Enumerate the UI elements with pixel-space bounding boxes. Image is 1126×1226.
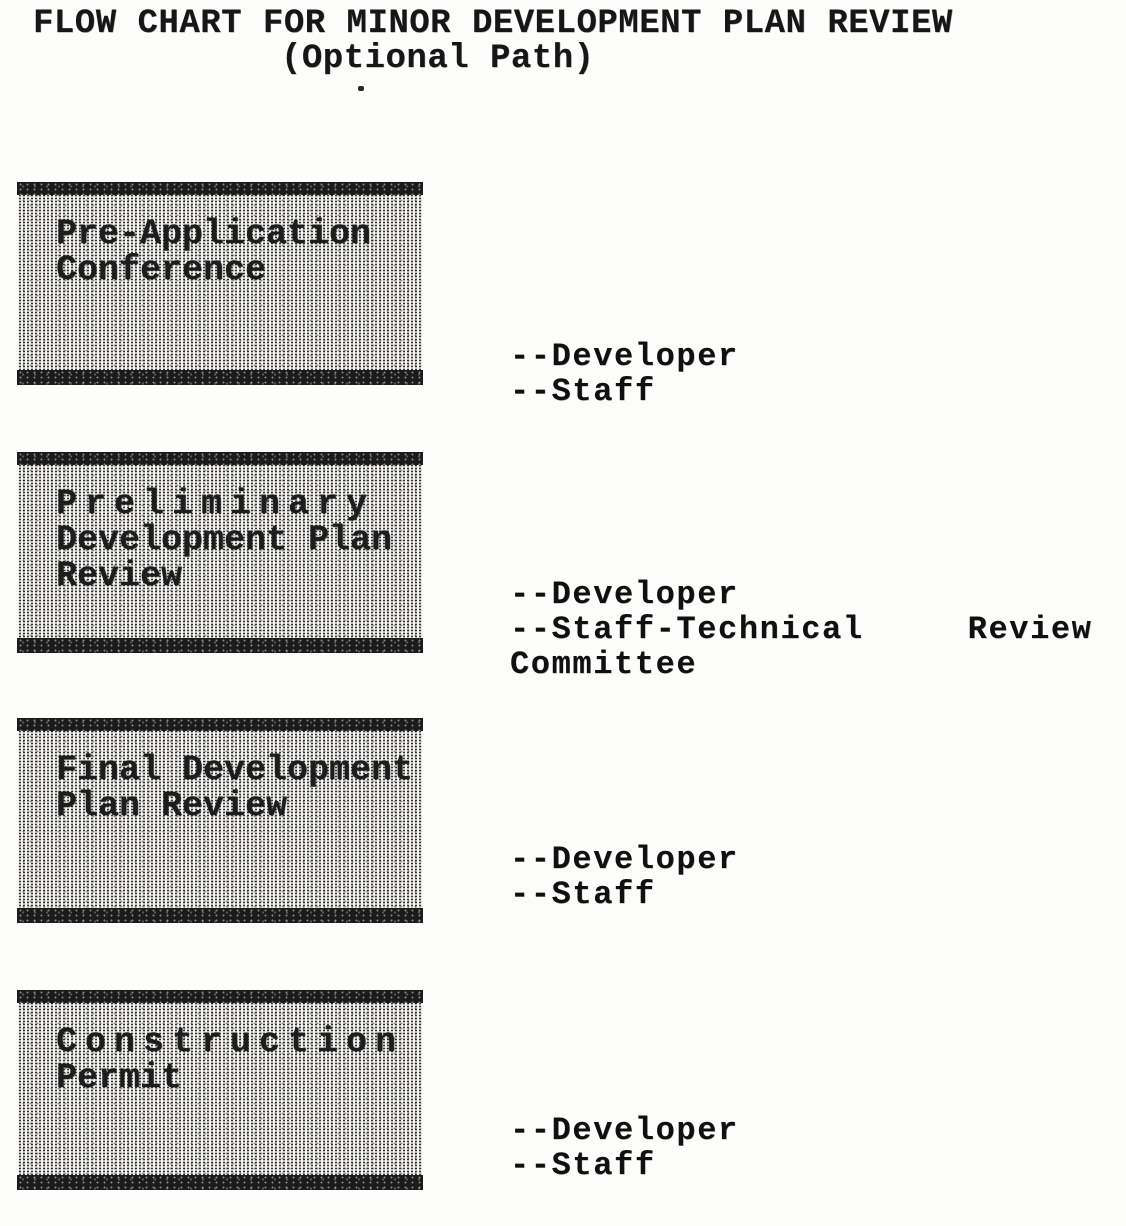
annotation-line: --Staff bbox=[510, 1147, 656, 1184]
stage-box-top-bar bbox=[17, 452, 423, 465]
stage-box-label-line: Final Development bbox=[56, 750, 414, 790]
stage-box-pre-application-conference bbox=[18, 182, 422, 385]
annotation-line: --Developer bbox=[510, 841, 739, 878]
page-subtitle: (Optional Path) bbox=[281, 40, 595, 78]
stage-annotations-pre-application-conference bbox=[510, 339, 739, 409]
annotation-line: --Developer bbox=[510, 576, 739, 613]
stage-box-label-line: Review bbox=[56, 556, 183, 596]
annotation-line: --Staff bbox=[510, 373, 656, 410]
stage-box-final-development-plan-review bbox=[18, 718, 422, 923]
stage-box-bottom-bar bbox=[17, 370, 423, 385]
stage-box-top-bar bbox=[17, 718, 423, 731]
stage-annotations-preliminary-development-plan-review bbox=[510, 577, 1093, 682]
stage-box-label bbox=[56, 216, 420, 288]
stage-box-top-bar bbox=[17, 990, 423, 1003]
stage-box-label-line: Conference bbox=[56, 250, 267, 290]
stage-box-label-line: Construction bbox=[56, 1022, 405, 1062]
annotation-line: --Developer bbox=[510, 338, 739, 375]
annotation-line: --Staff-Technical Review bbox=[510, 611, 1093, 648]
page-title: FLOW CHART FOR MINOR DEVELOPMENT PLAN REVIEW bbox=[33, 5, 953, 43]
stage-box-label bbox=[56, 1024, 420, 1096]
stage-box-bottom-bar bbox=[17, 1175, 423, 1190]
stage-box-label-line: Plan Review bbox=[56, 786, 288, 826]
stage-annotations-final-development-plan-review bbox=[510, 842, 739, 912]
stage-box-label bbox=[56, 752, 420, 824]
stage-box-top-bar bbox=[17, 182, 423, 195]
stray-ink-dot bbox=[358, 86, 364, 91]
stage-box-label bbox=[56, 486, 420, 594]
stage-box-label-line: Preliminary bbox=[56, 484, 376, 524]
stage-box-construction-permit bbox=[18, 990, 422, 1190]
annotation-line: --Staff bbox=[510, 876, 656, 913]
stage-box-label-line: Pre-Application bbox=[56, 214, 372, 254]
stage-box-label-line: Permit bbox=[56, 1058, 183, 1098]
stage-box-bottom-bar bbox=[17, 638, 423, 653]
stage-box-bottom-bar bbox=[17, 908, 423, 923]
annotation-line: Committee bbox=[510, 646, 698, 683]
annotation-line: --Developer bbox=[510, 1112, 739, 1149]
stage-box-preliminary-development-plan-review bbox=[18, 452, 422, 653]
stage-box-label-line: Development Plan bbox=[56, 520, 393, 560]
stage-annotations-construction-permit bbox=[510, 1113, 739, 1183]
